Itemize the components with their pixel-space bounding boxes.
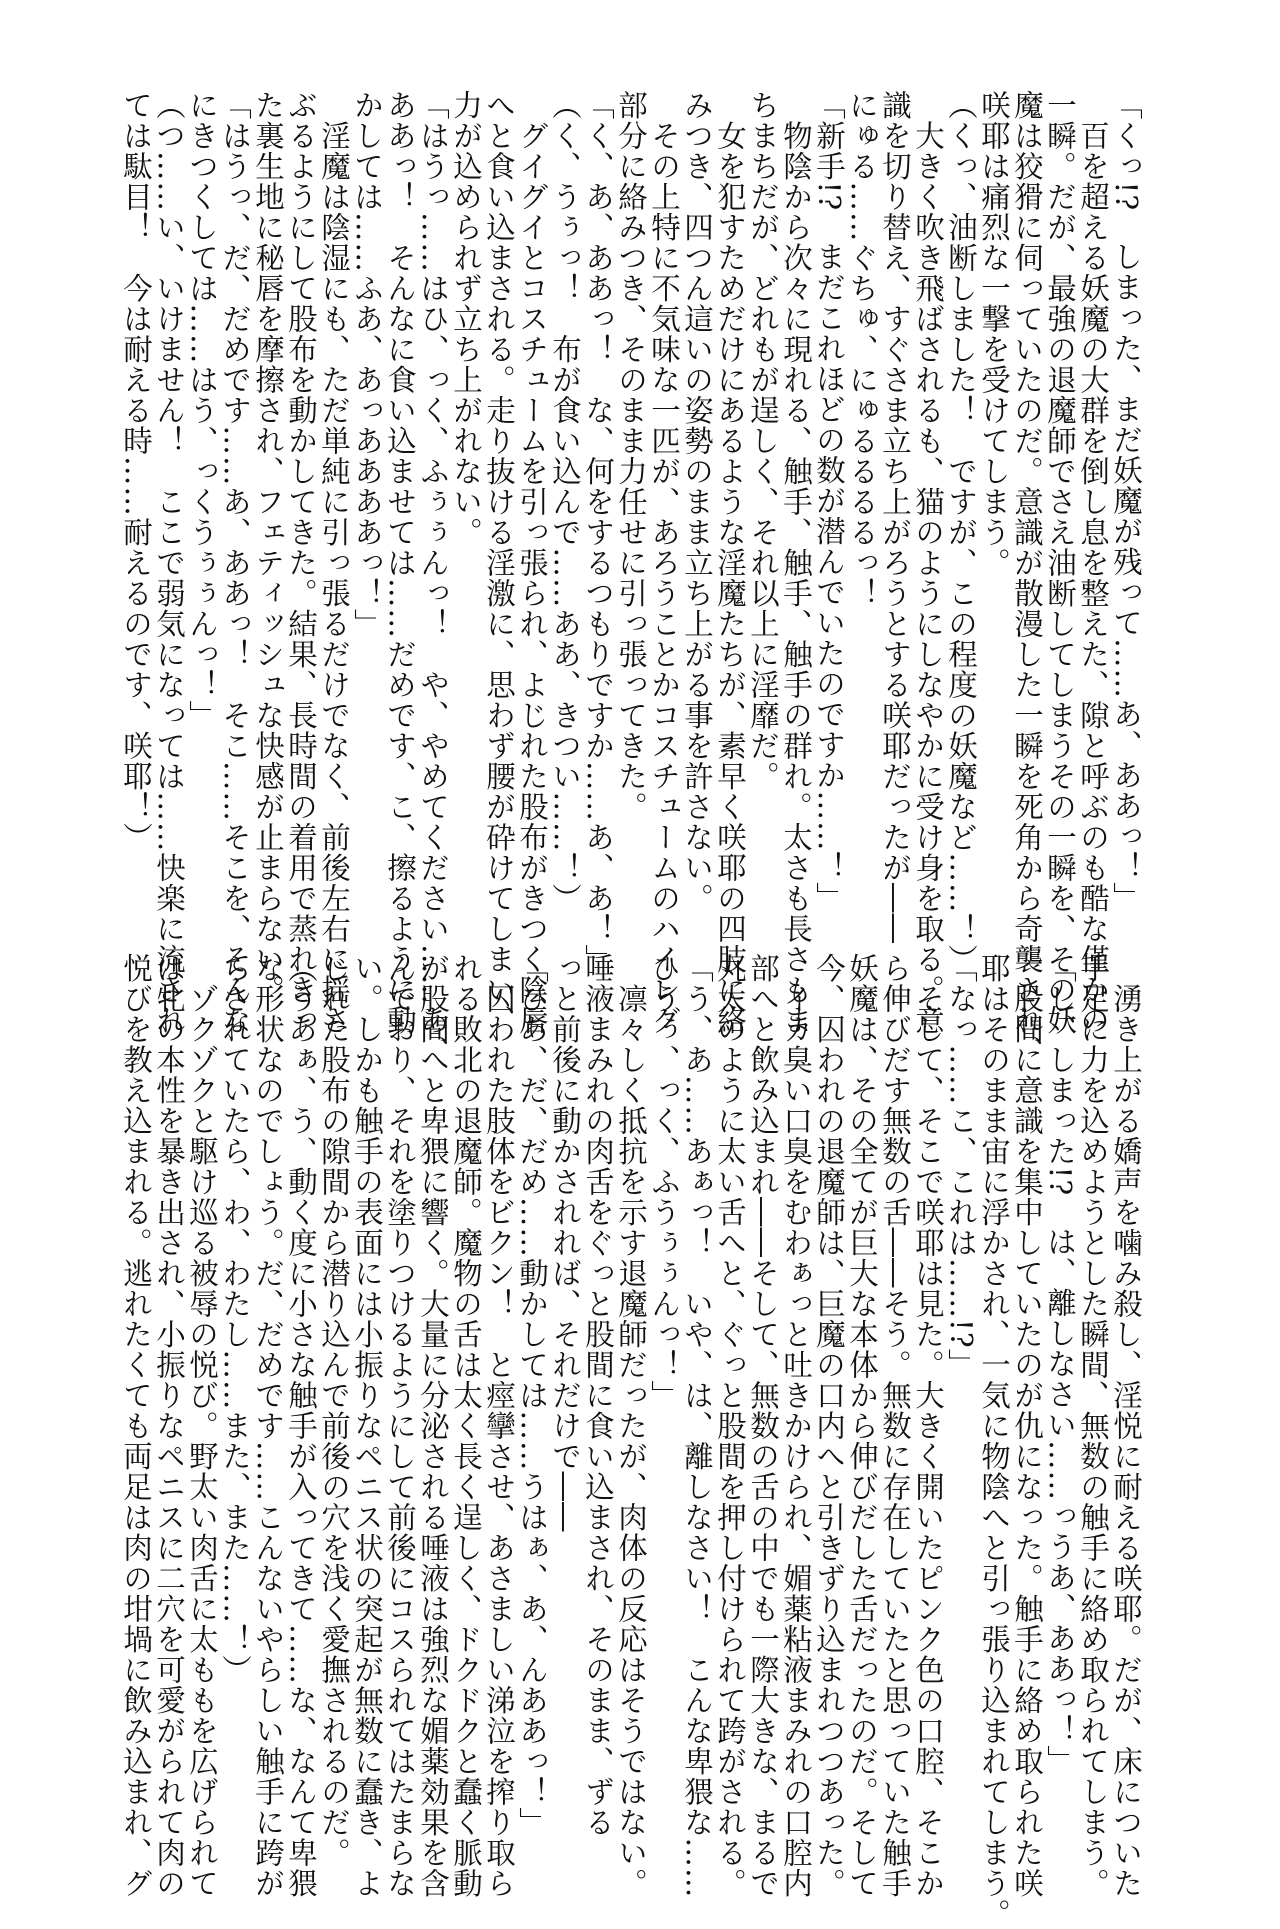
text-column: らされていたら、わ、わたし……また、また……！）: [218, 953, 252, 1685]
text-column: 大きく吹き飛ばされるも、猫のようにしなやかに受け身を取る。意: [911, 90, 945, 1036]
text-column: 「はうっ、だ、だめです……あ、ああっ！ そこ……そこを、そんな: [218, 90, 252, 1036]
text-column: 識を切り替え、すぐさま立ち上がろうとする咲耶だったが――: [878, 90, 912, 944]
text-column: 今、囚われの退魔師は、巨魔の口内へと引きずり込まれつつあった。: [812, 953, 846, 1899]
text-column: 「なっ……こ、これは……!?」: [944, 953, 978, 1380]
text-column: れる敗北の退魔師。魔物の舌は太く長く逞しく、ドクドクと蠢く脈動: [449, 953, 483, 1899]
lower-text-block: [118, 953, 1143, 1929]
text-column: ひうぅ、っく、ふうぅぅんっ！」: [647, 953, 681, 1411]
text-column: 唾液まみれの肉舌をぐっと股間に食い込まされ、そのまま、ずる: [581, 953, 615, 1838]
text-column: 妖魔は、その全てが巨大な本体から伸びだした舌だったのだ。そして: [845, 953, 879, 1899]
text-column: （うあぁ、う、動く度に小さな触手が入ってきて……な、なんて卑猥: [284, 953, 318, 1899]
text-column: へと食い込まされる。走り抜ける淫激に、思わず腰が砕けてしまい、: [482, 90, 516, 1036]
text-column: 囚われた肢体をビクン！ と痙攣させ、あさましい涕泣を搾り取ら: [482, 953, 516, 1899]
text-column: 湧き上がる嬌声を噛み殺し、淫悦に耐える咲耶。だが、床についた: [1109, 953, 1143, 1899]
text-column: （くっ、油断しました！ ですが、この程度の妖魔など……！）: [944, 90, 978, 975]
text-column: な形状なのでしょう。だ、だめです……こんないやらしい触手に跨が: [251, 953, 285, 1899]
text-column: ああっ！ そんなに食い込ませては……だめです、こ、擦るように動: [383, 90, 417, 1036]
text-column: 手足に力を込めようとした瞬間、無数の触手に絡め取られてしまう。: [1076, 953, 1110, 1899]
text-column: ぶるようにして股布を動かしてきた。結果、長時間の着用で蒸れきっ: [284, 90, 318, 1036]
text-column: い。しかも触手の表面には小振りなペニス状の突起が無数に蠢き、よ: [350, 953, 384, 1899]
text-column: 股間に意識を集中していたのが仇になった。触手に絡め取られた咲: [1010, 953, 1044, 1899]
text-column: ゾクゾクと駆け巡る被辱の悦び。野太い肉舌に太ももを広げられて: [185, 953, 219, 1899]
text-column: が股間へと卑猥に響く。大量に分泌される唾液は強烈な媚薬効果を含: [416, 953, 450, 1899]
text-column: 淫魔は陰湿にも、ただ単純に引っ張るだけでなく、前後左右に揺さ: [317, 90, 351, 1036]
text-column: そして、そこで咲耶は見た。大きく開いたピンク色の口腔、そこか: [911, 953, 945, 1899]
text-column: 「はうっ……はひ、っく、ふぅぅんっ！ や、やめてください……あ、: [416, 90, 450, 1066]
text-column: 「し、しまった!? は、離しなさい……っうあ、ああっ！」: [1043, 953, 1077, 1776]
text-column: 「くっ!? しまった、まだ妖魔が残って……あ、ああっ！」: [1109, 90, 1143, 913]
text-column: ら伸びだす無数の舌――そう。無数に存在していたと思っていた触手: [878, 953, 912, 1899]
text-column: 百を超える妖魔の大群を倒し息を整えた、隙と呼ぶのも酷な僅かの: [1076, 90, 1110, 1036]
text-column: ては駄目！ 今は耐える時……耐えるのです、咲耶！）: [119, 90, 153, 853]
text-column: にきつくしては……はう、っくうぅぅんっ！」: [185, 90, 219, 731]
text-column: イカ臭い口臭をむわぁっと吐きかけられ、媚薬粘液まみれの口腔内: [779, 953, 813, 1899]
text-column: 悦びを教え込まれる。逃れたくても両足は肉の坩堝に飲み込まれ、グ: [119, 953, 153, 1899]
text-column: 丸太のように太い舌へと、ぐっと股間を押し付けられて跨がされる。: [713, 953, 747, 1899]
text-column: 咲耶は痛烈な一撃を受けてしまう。: [977, 90, 1011, 578]
text-column: 力が込められず立ち上がれない。: [449, 90, 483, 548]
upper-text-block: [118, 90, 1143, 1066]
text-column: 部分に絡みつき、そのまま力任せに引っ張ってきた。: [614, 90, 648, 822]
text-column: 「く、あ、ああっ！ な、何をするつもりですか……あ、あ！」: [581, 90, 615, 975]
text-column: 耶はそのまま宙に浮かされ、一気に物陰へと引っ張り込まれてしまう。: [977, 953, 1011, 1929]
text-column: 魔は狡猾に伺っていたのだ。意識が散漫した一瞬を死角から奇襲され、: [1010, 90, 1044, 1066]
text-column: 物陰から次々に現れる、触手、触手、触手の群れ。太さも長さもま: [779, 90, 813, 1036]
text-column: 「う、あ……あぁっ！ いや、は、離しなさい！ こんな卑猥な……: [680, 953, 714, 1899]
text-column: グイグイとコスチュームを引っ張られ、よじれた股布がきつく陰唇: [515, 90, 549, 1036]
text-column: んでおり、それを塗りつけるようにして前後にコスられてはたまらな: [383, 953, 417, 1899]
text-column: その上特に不気味な一匹が、あろうことかコスチュームのハイレグ: [647, 90, 681, 1036]
text-column: 部へと飲み込まれ――そして、無数の舌の中でも一際大きな、まるで: [746, 953, 780, 1899]
text-column: かしては……ふあ、あっああああっ！」: [350, 90, 384, 639]
text-column: っと前後に動かされれば、それだけで――: [548, 953, 582, 1533]
text-column: にゅる……ぐちゅ、にゅるるるるっ！: [845, 90, 879, 609]
text-column: は牝の本性を暴き出され、小振りなペニスに二穴を可愛がられて肉の: [152, 953, 186, 1899]
text-column: みつき、四つん這いの姿勢のまま立ち上がる事を許さない。: [680, 90, 714, 914]
text-column: 女を犯すためだけにあるような淫魔たちが、素早く咲耶の四肢に絡: [713, 90, 747, 1036]
text-column: ちまちだが、どれもが逞しく、それ以上に淫靡だ。: [746, 90, 780, 792]
text-column: た裏生地に秘唇を摩擦され、フェティッシュな快感が止まらない。: [251, 90, 285, 1005]
text-column: （つ……い、いけません！ ここで弱気になっては……快楽に流され: [152, 90, 186, 1036]
text-column: 凛々しく抵抗を示す退魔師だったが、肉体の反応はそうではない。: [614, 953, 648, 1899]
text-column: 一瞬。だが、最強の退魔師でさえ油断してしまうその一瞬を、その妖: [1043, 90, 1077, 1036]
text-column: 「新手!? まだこれほどの数が潜んでいたのですか……！」: [812, 90, 846, 913]
text-column: じれた股布の隙間から潜り込んで前後の穴を浅く愛撫されるのだ。: [317, 953, 351, 1868]
text-column: （く、うぅっ！ 布が食い込んで……ああ、きつい……！）: [548, 90, 582, 914]
text-column: 「ひあ、だ、だめ……動かしては……うはぁ、あ、んああっ！」: [515, 953, 549, 1838]
